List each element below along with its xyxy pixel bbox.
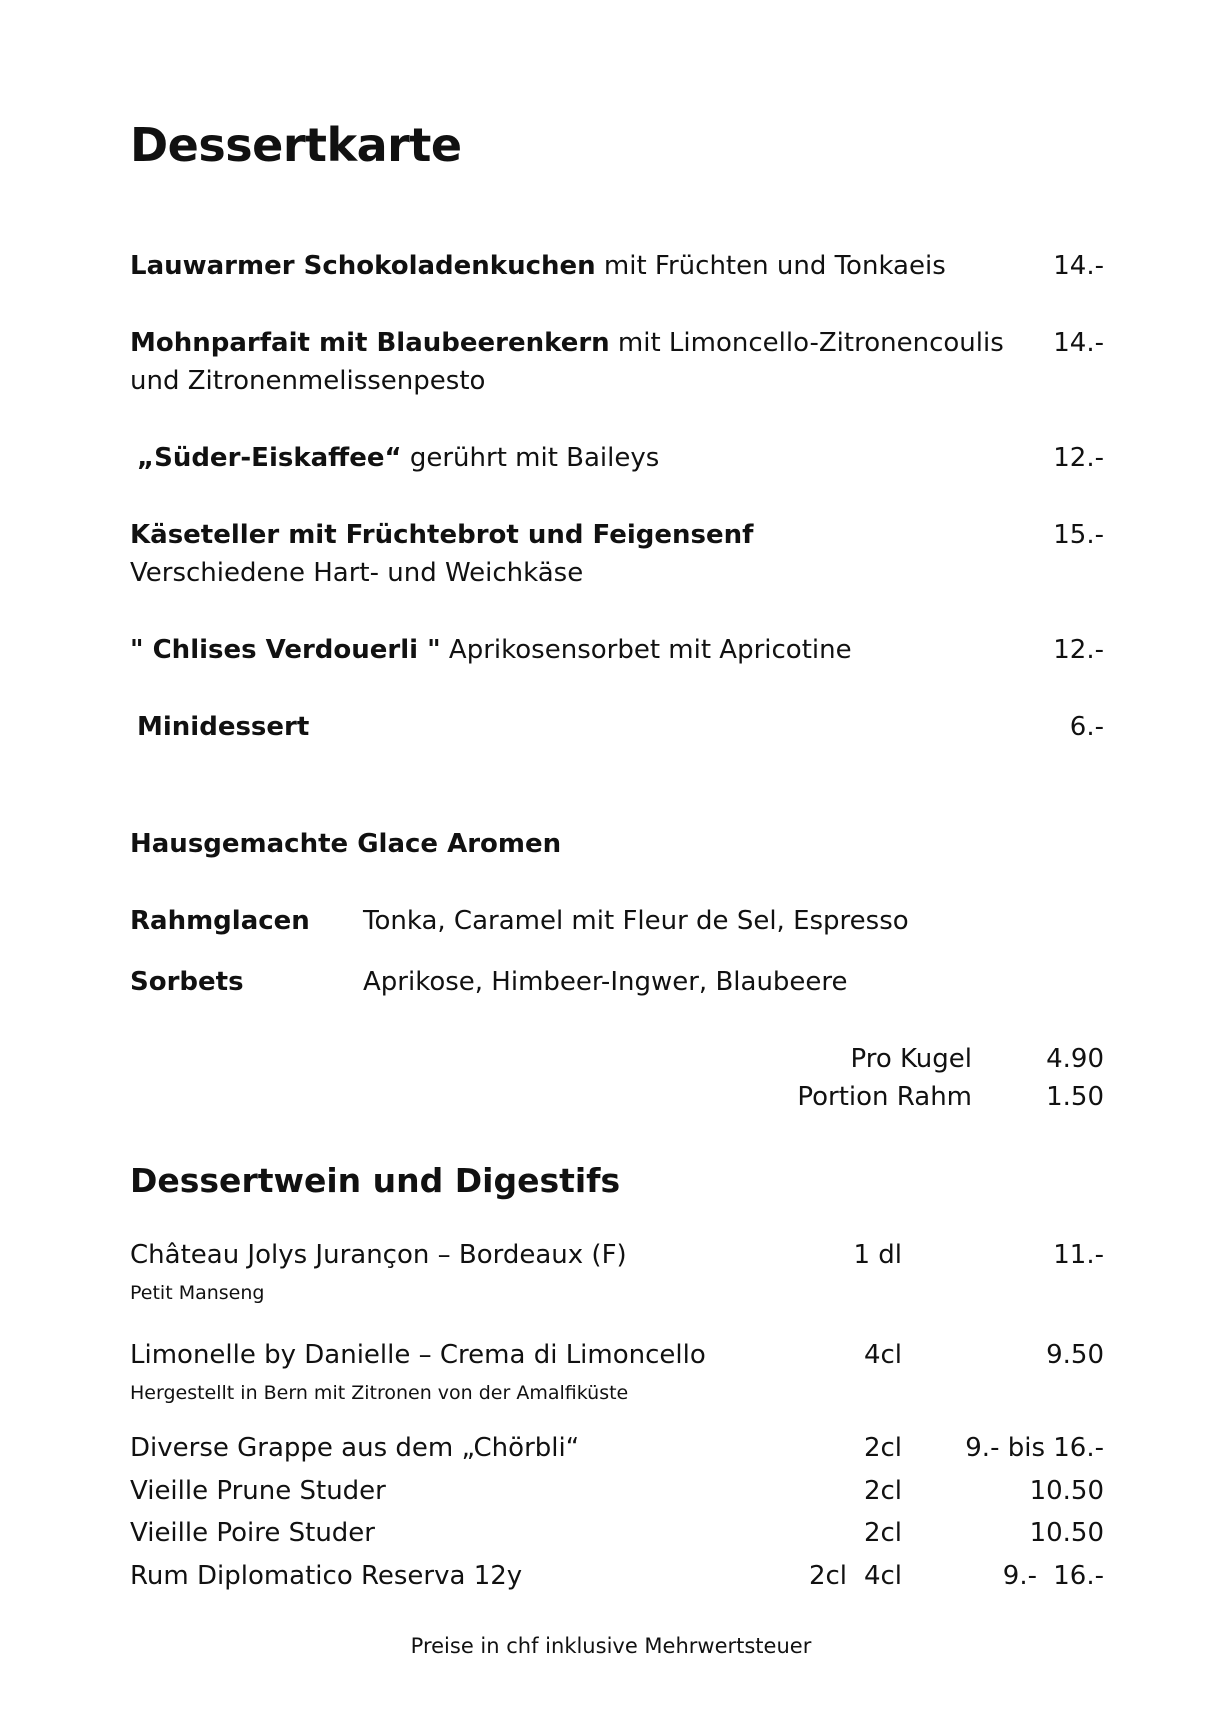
glace-label: Rahmglacen [130, 906, 310, 936]
dessert-price: 15.- [1053, 520, 1104, 550]
dessert-item [130, 251, 946, 281]
dessert-item [130, 328, 1004, 358]
dessert-description-line2: Verschiedene Hart- und Weichkäse [130, 558, 584, 588]
dessert-description: Aprikosensorbet mit Apricotine [440, 635, 852, 665]
glace-price-label: Pro Kugel [850, 1044, 972, 1074]
wine-name: Vieille Poire Studer [130, 1518, 375, 1548]
wine-price: 9.50 [1046, 1340, 1104, 1370]
dessert-item [130, 635, 852, 665]
wine-quantity: 4cl [863, 1561, 902, 1591]
dessert-name: " Chlises Verdouerli " [130, 635, 441, 665]
wine-name: Rum Diplomatico Reserva 12y [130, 1561, 523, 1591]
dessert-description-line2: und Zitronenmelissenpesto [130, 366, 486, 396]
wine-quantity: 1 dl [853, 1240, 902, 1270]
wine-price: 11.- [1053, 1240, 1104, 1270]
glace-flavors: Tonka, Caramel mit Fleur de Sel, Espresso [363, 906, 909, 936]
glace-label: Sorbets [130, 967, 244, 997]
wine-price-small: 9.- [1002, 1561, 1037, 1591]
section-heading-wine: Dessertwein und Digestifs [130, 1161, 621, 1200]
dessert-price: 12.- [1053, 443, 1104, 473]
wine-price: 10.50 [1029, 1476, 1104, 1506]
wine-quantity: 2cl [863, 1433, 902, 1463]
dessert-price: 6.- [1069, 712, 1104, 742]
dessert-name: Mohnparfait mit Blaubeerenkern [130, 328, 610, 358]
section-heading-glace: Hausgemachte Glace Aromen [130, 829, 562, 859]
wine-subtitle: Petit Manseng [130, 1282, 265, 1304]
dessert-name: „Süder-Eiskaffee“ [137, 443, 402, 473]
wine-name: Limonelle by Danielle – Crema di Limoncello [130, 1340, 706, 1370]
wine-quantity-small: 2cl [808, 1561, 847, 1591]
glace-price-label: Portion Rahm [797, 1082, 972, 1112]
wine-price: 16.- [1053, 1561, 1104, 1591]
dessert-description: mit Limoncello-Zitronencoulis [609, 328, 1004, 358]
wine-price: 10.50 [1029, 1518, 1104, 1548]
dessert-name: Minidessert [137, 712, 310, 742]
wine-name: Château Jolys Jurançon – Bordeaux (F) [130, 1240, 627, 1270]
glace-price: 1.50 [1046, 1082, 1104, 1112]
dessert-name: Käseteller mit Früchtebrot und Feigensenf [130, 520, 754, 550]
dessert-name: Lauwarmer Schokoladenkuchen [130, 251, 596, 281]
dessert-price: 12.- [1053, 635, 1104, 665]
dessert-description: mit Früchten und Tonkaeis [595, 251, 946, 281]
wine-quantity: 2cl [863, 1518, 902, 1548]
wine-price: 9.- bis 16.- [965, 1433, 1104, 1463]
wine-quantity: 2cl [863, 1476, 902, 1506]
dessert-price: 14.- [1053, 251, 1104, 281]
wine-name: Diverse Grappe aus dem „Chörbli“ [130, 1433, 580, 1463]
dessert-description: gerührt mit Baileys [401, 443, 660, 473]
footer-note: Preise in chf inklusive Mehrwertsteuer [410, 1634, 812, 1658]
wine-quantity: 4cl [863, 1340, 902, 1370]
glace-price: 4.90 [1046, 1044, 1104, 1074]
glace-flavors: Aprikose, Himbeer-Ingwer, Blaubeere [363, 967, 848, 997]
dessert-item [137, 443, 659, 473]
page-title: Dessertkarte [130, 118, 462, 172]
dessert-price: 14.- [1053, 328, 1104, 358]
wine-name: Vieille Prune Studer [130, 1476, 386, 1506]
wine-subtitle: Hergestellt in Bern mit Zitronen von der Amalfiküste [130, 1382, 629, 1404]
